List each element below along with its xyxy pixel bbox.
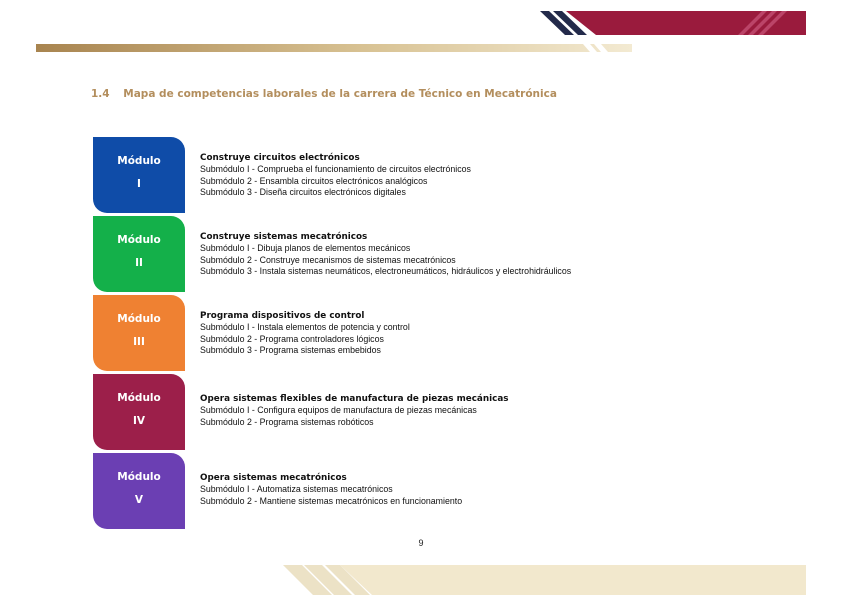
submodule-item: Submódulo 2 - Construye mecanismos de sistemas mecatrónicos (200, 254, 456, 265)
module-number: I (137, 178, 141, 190)
module-description-5 (200, 473, 462, 507)
module-label: Módulo (117, 155, 161, 167)
submodule-item: Submódulo 2 - Programa sistemas robóticos (200, 416, 374, 427)
submodule-item: Submódulo 3 - Diseña circuitos electrónicos digitales (200, 186, 406, 197)
section-number: 1.4 (91, 88, 110, 100)
submodule-item: Submódulo I - Comprueba el funcionamiento de circuitos electrónicos (200, 164, 471, 175)
page-number: 9 (418, 538, 424, 548)
module-label: Módulo (117, 234, 161, 246)
module-number: II (135, 257, 143, 269)
module-label: Módulo (117, 392, 161, 404)
module-badge-3 (93, 295, 185, 371)
module-row-2 (93, 216, 793, 292)
module-badge-4 (93, 374, 185, 450)
submodule-item: Submódulo 2 - Programa controladores lógicos (200, 333, 384, 344)
submodule-item: Submódulo I - Instala elementos de potencia y control (200, 322, 410, 333)
module-row-3 (93, 295, 793, 371)
module-label: Módulo (117, 313, 161, 325)
module-number: III (133, 336, 145, 348)
submodule-item: Submódulo 2 - Mantiene sistemas mecatrónicos en funcionamiento (200, 495, 463, 506)
submodule-item: Submódulo 2 - Ensambla circuitos electrónicos analógicos (200, 175, 428, 186)
module-badge-2 (93, 216, 185, 292)
module-title: Opera sistemas flexibles de manufactura de piezas mecánicas (200, 394, 509, 404)
module-row-1 (93, 137, 793, 213)
module-badge-5 (93, 453, 185, 529)
module-row-5 (93, 453, 793, 529)
module-label: Módulo (117, 471, 161, 483)
submodule-item: Submódulo 3 - Instala sistemas neumáticos, electroneumáticos, hidráulicos y electrohidráulicos (200, 265, 572, 276)
submodule-item: Submódulo I - Automatiza sistemas mecatrónicos (200, 484, 393, 495)
footer-cream-band (340, 565, 806, 595)
module-title: Construye circuitos electrónicos (200, 153, 360, 163)
module-description-3 (200, 311, 410, 356)
module-title: Programa dispositivos de control (200, 311, 365, 321)
header-gold-band (36, 44, 632, 52)
submodule-item: Submódulo 3 - Programa sistemas embebidos (200, 344, 381, 355)
module-title: Construye sistemas mecatrónicos (200, 232, 368, 242)
module-description-4 (200, 394, 509, 428)
module-number: V (134, 494, 144, 506)
module-row-4 (93, 374, 793, 450)
module-number: IV (132, 415, 146, 427)
module-title: Opera sistemas mecatrónicos (200, 473, 347, 483)
module-badge-1 (93, 137, 185, 213)
module-description-1 (200, 153, 471, 198)
section-title: Mapa de competencias laborales de la carrera de Técnico en Mecatrónica (123, 88, 557, 100)
submodule-item: Submódulo I - Configura equipos de manufactura de piezas mecánicas (200, 405, 477, 416)
submodule-item: Submódulo I - Dibuja planos de elementos mecánicos (200, 243, 411, 254)
module-description-2 (200, 232, 571, 277)
section-heading (91, 88, 557, 100)
